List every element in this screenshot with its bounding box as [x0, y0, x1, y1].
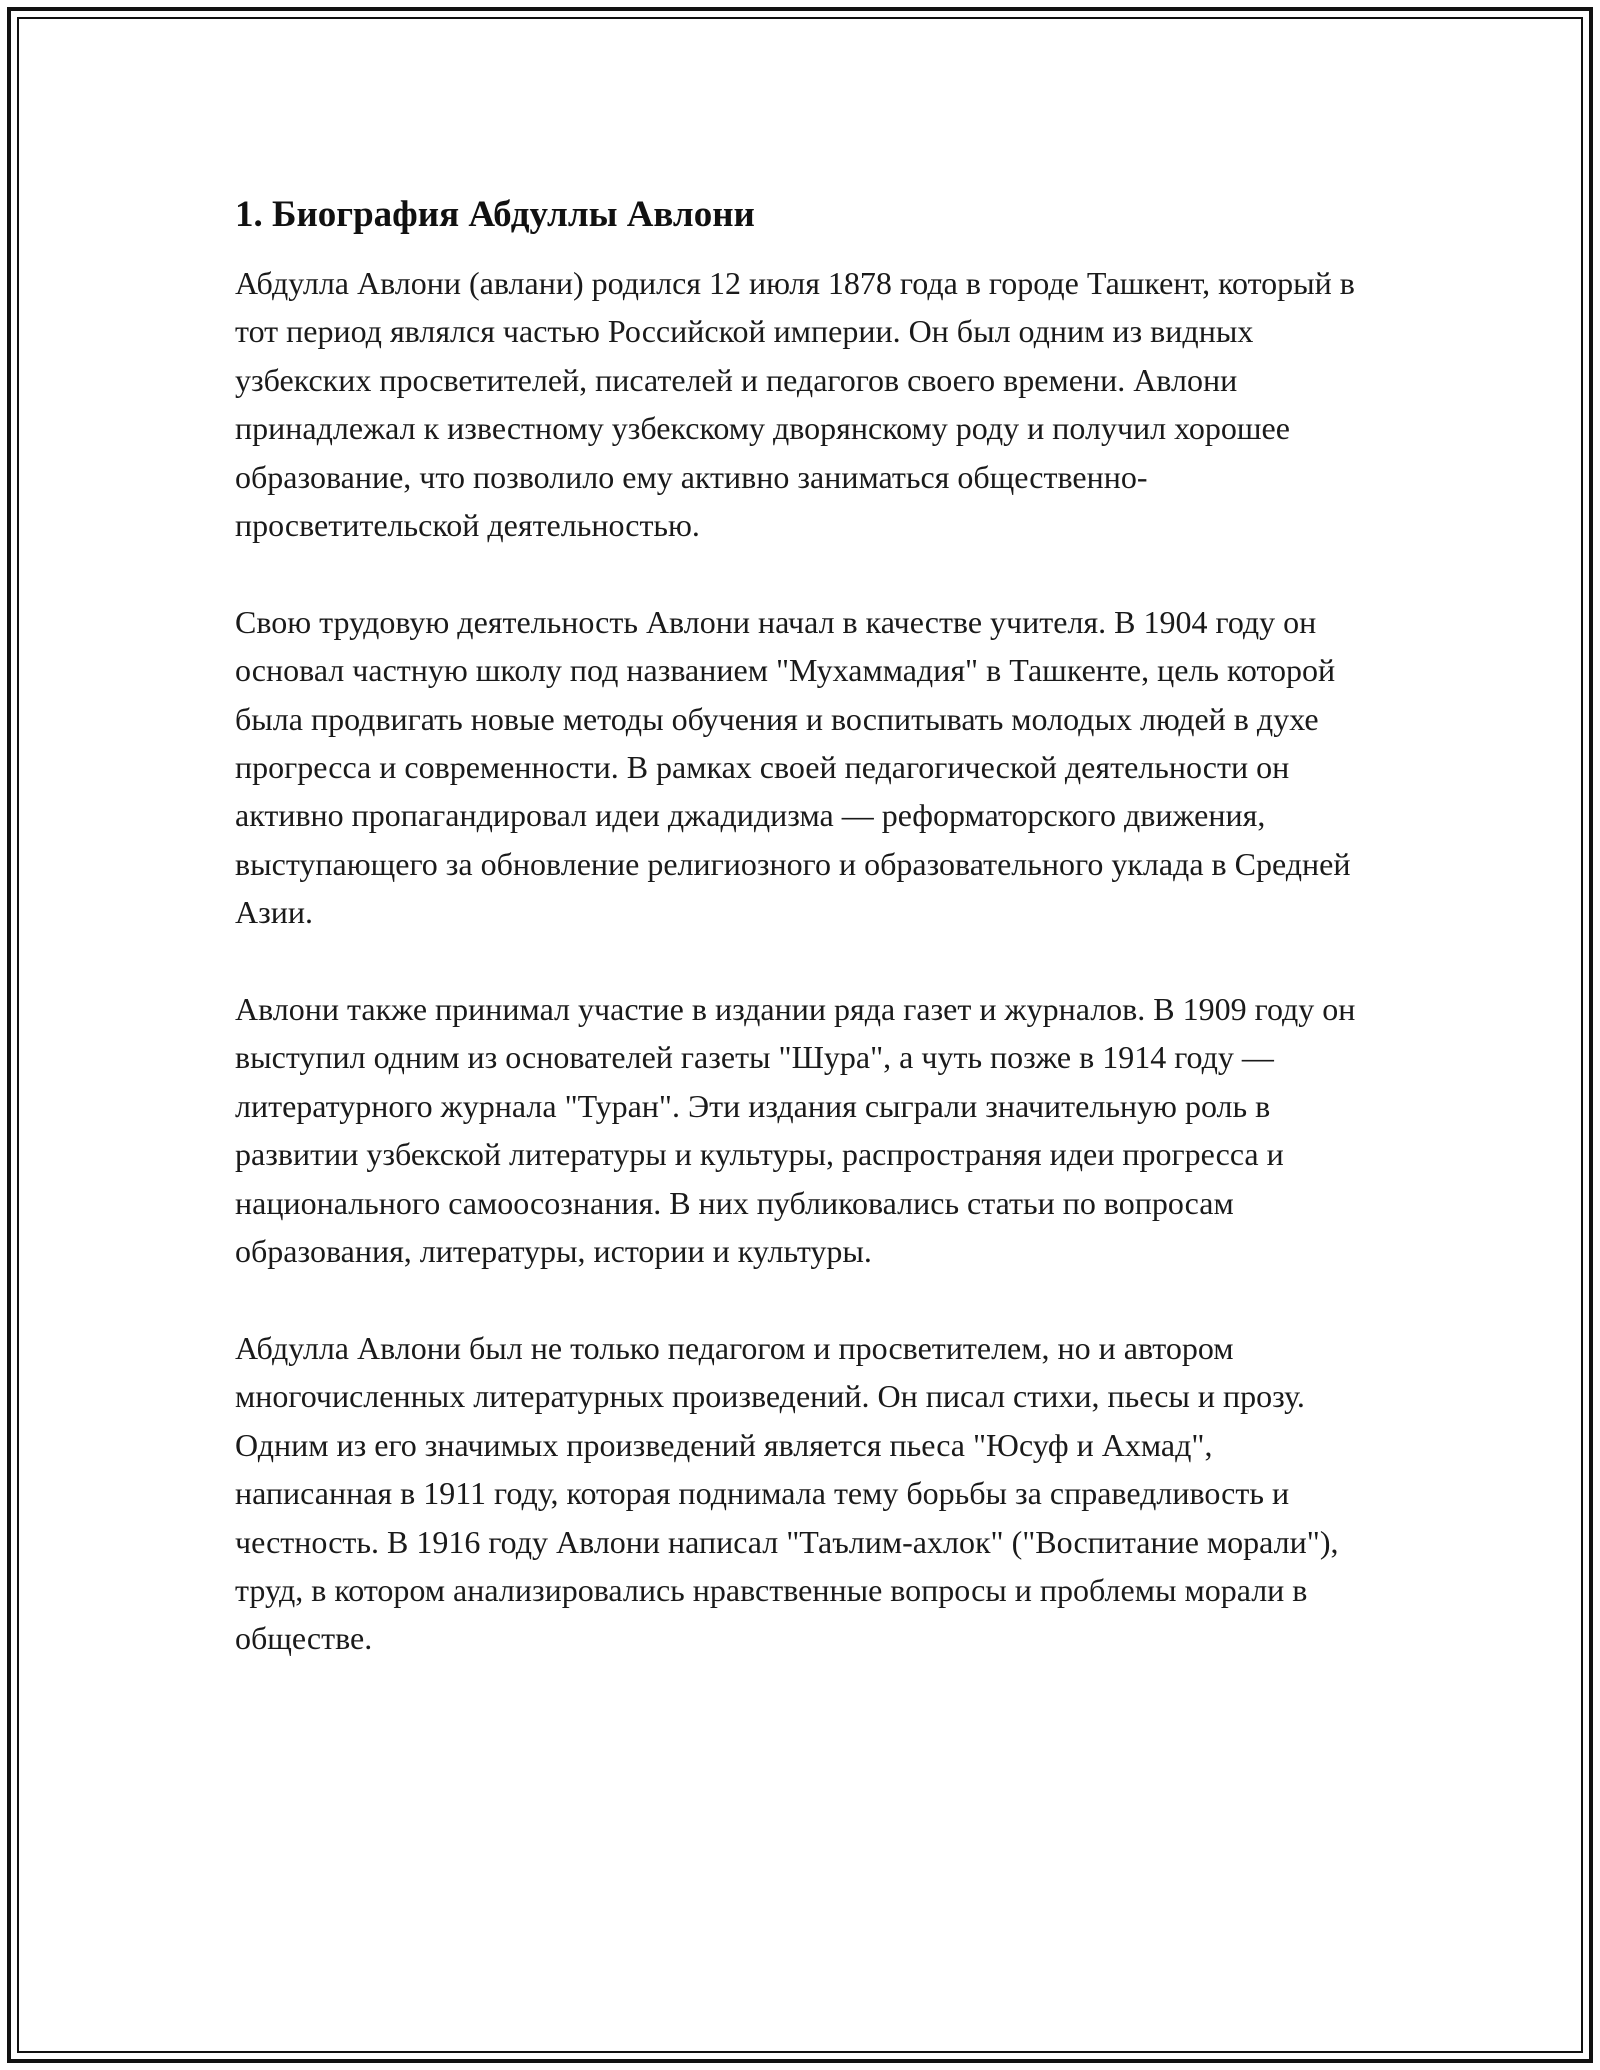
section-heading: 1. Биография Абдуллы Авлони	[235, 194, 755, 235]
paragraph-literary-works: Абдулла Авлони был не только педагогом и просветителем, но и автором многочисленных литературных произведений. Он писал стихи, пьесы и прозу. Одним из его значимых произведений является пьеса "Юсуф и Ахмад", написанная в 1911 году, которая поднимала тему борьбы за справедливость и честность. В 1916 году Авлони написал "Таълим-ахлок" ("Воспитание морали"), труд, в котором анализировались нравственные вопросы и проблемы морали в обществе.	[235, 1329, 1339, 1657]
document-body	[235, 188, 1375, 1711]
paragraph-birth-education: Абдулла Авлони (авлани) родился 12 июля 1878 года в городе Ташкент, который в тот период являлся частью Российской империи. Он был одним из видных узбекских просветителей, писателей и педагогов своего времени. Авлони принадлежал к известному узбекскому дворянскому роду и получил хорошее образование, что позволило ему активно заниматься общественно-просветительской деятельностью.	[235, 265, 1355, 544]
paragraph-teaching-career: Свою трудовую деятельность Авлони начал в качестве учителя. В 1904 году он основал частную школу под названием "Мухаммадия" в Ташкенте, цель которой была продвигать новые методы обучения и воспитывать молодых людей в духе прогресса и современности. В рамках своей педагогической деятельности он активно пропагандировал идеи джадидизма — реформаторского движения, выступающего за обновление религиозного и образовательного уклада в Средней Азии.	[235, 603, 1351, 931]
paragraph-publishing: Авлони также принимал участие в издании ряда газет и журналов. В 1909 году он выступил одним из основателей газеты "Шура", а чуть позже в 1914 году — литературного журнала "Туран". Эти издания сыграли значительную роль в развитии узбекской литературы и культуры, распространяя идеи прогресса и национального самоосознания. В них публиковались статьи по вопросам образования, литературы, истории и культуры.	[235, 991, 1356, 1270]
